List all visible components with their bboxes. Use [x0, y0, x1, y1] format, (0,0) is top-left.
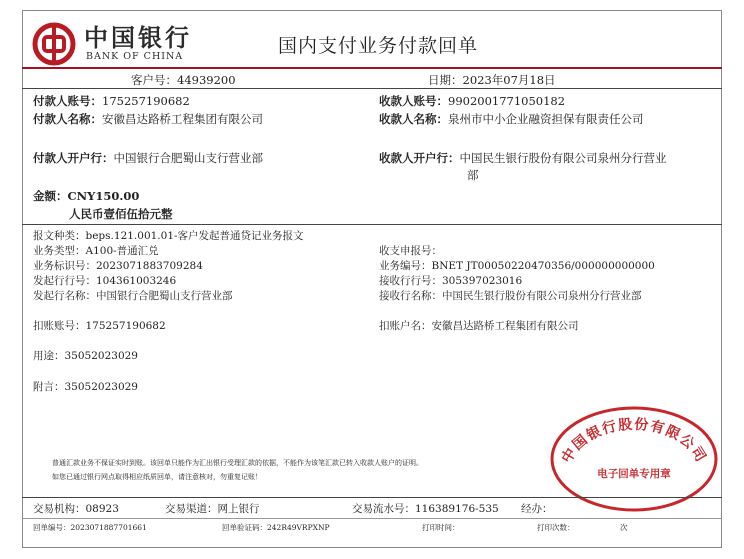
payee-bank: 收款人开户行：中国民生银行股份有限公司泉州分行营业: [379, 151, 667, 165]
receiving-bank-name: 接收行名称：中国民生银行股份有限公司泉州分行营业部: [379, 290, 642, 302]
print-count: 打印次数：: [537, 523, 575, 532]
transaction-org: 交易机构：08923: [33, 503, 119, 515]
payer-name: 付款人名称：安徽昌达路桥工程集团有限公司: [33, 112, 263, 126]
amount-in-words: 人民币壹佰伍拾元整: [69, 207, 173, 221]
header-row-divider: [22, 88, 722, 89]
payer-bank: 付款人开户行：中国银行合肥蜀山支行营业部: [33, 151, 263, 165]
business-type: 业务类型：A100-普通汇兑: [33, 245, 159, 257]
business-number: 业务编号：BNET JT00050220470356/000000000000: [379, 260, 655, 272]
print-time: 打印时间：: [422, 523, 460, 532]
receipt-number: 回单编号：2023071887701661: [33, 523, 147, 532]
declaration-number: 收支申报号：: [379, 245, 442, 257]
transaction-channel: 交易渠道：网上银行: [165, 503, 260, 515]
message-type: 报文种类：beps.121.001.01-客户发起普通贷记业务报文: [33, 230, 304, 242]
payer-account: 付款人账号：175257190682: [33, 94, 190, 108]
sending-bank-number: 发起行行号：104361003246: [33, 275, 177, 287]
sending-bank-name: 发起行名称：中国银行合肥蜀山支行营业部: [33, 290, 233, 302]
debit-account-name: 扣账户名：安徽昌达路桥工程集团有限公司: [379, 320, 579, 332]
debit-account: 扣账账号：175257190682: [33, 320, 166, 332]
footer-divider: [22, 497, 722, 498]
notice-line1: 普通汇款业务不保证实时到账。该回单只能作为汇出银行受理汇款的依据，不能作为该笔汇款已转入收款人账户的证明。: [52, 459, 423, 467]
header-divider: [22, 67, 722, 69]
receiving-bank-number: 接收行行号：305397023016: [379, 275, 523, 287]
amount-divider: [22, 224, 722, 225]
bank-name-en: BANK OF CHINA: [86, 51, 184, 62]
verification-code: 回单验证码：242R49VRPXNP: [222, 523, 330, 532]
customer-number: 客户号：44939200: [131, 73, 236, 87]
business-id: 业务标识号：2023071883709284: [33, 260, 203, 272]
remark: 附言：35052023029: [33, 381, 138, 393]
bank-of-china-logo-icon: [32, 22, 76, 66]
bank-name-cn: 中国银行: [84, 23, 192, 52]
seal-center-text: 电子回单专用章: [597, 468, 671, 480]
notice-line2: 如您已通过银行网点取得相应纸质回单，请注意核对，勿重复记账！: [52, 473, 262, 481]
document-title: 国内支付业务付款回单: [278, 35, 479, 57]
footer-inner-divider: [22, 518, 722, 519]
payee-bank-line2: 部: [467, 168, 479, 182]
print-count-unit: 次: [620, 523, 628, 532]
payee-name: 收款人名称：泉州市中小企业融资担保有限责任公司: [379, 112, 644, 126]
seal-arc-text: 中国银行股份有限公司: [558, 416, 710, 466]
amount: 金额：CNY150.00: [33, 189, 140, 203]
operator: 经办：: [521, 503, 553, 515]
transaction-serial: 交易流水号：116389176-535: [352, 503, 499, 515]
payee-account: 收款人账号：9902001771050182: [379, 94, 566, 108]
receipt-date: 日期：2023年07月18日: [428, 73, 556, 87]
purpose: 用途：35052023029: [33, 350, 138, 362]
